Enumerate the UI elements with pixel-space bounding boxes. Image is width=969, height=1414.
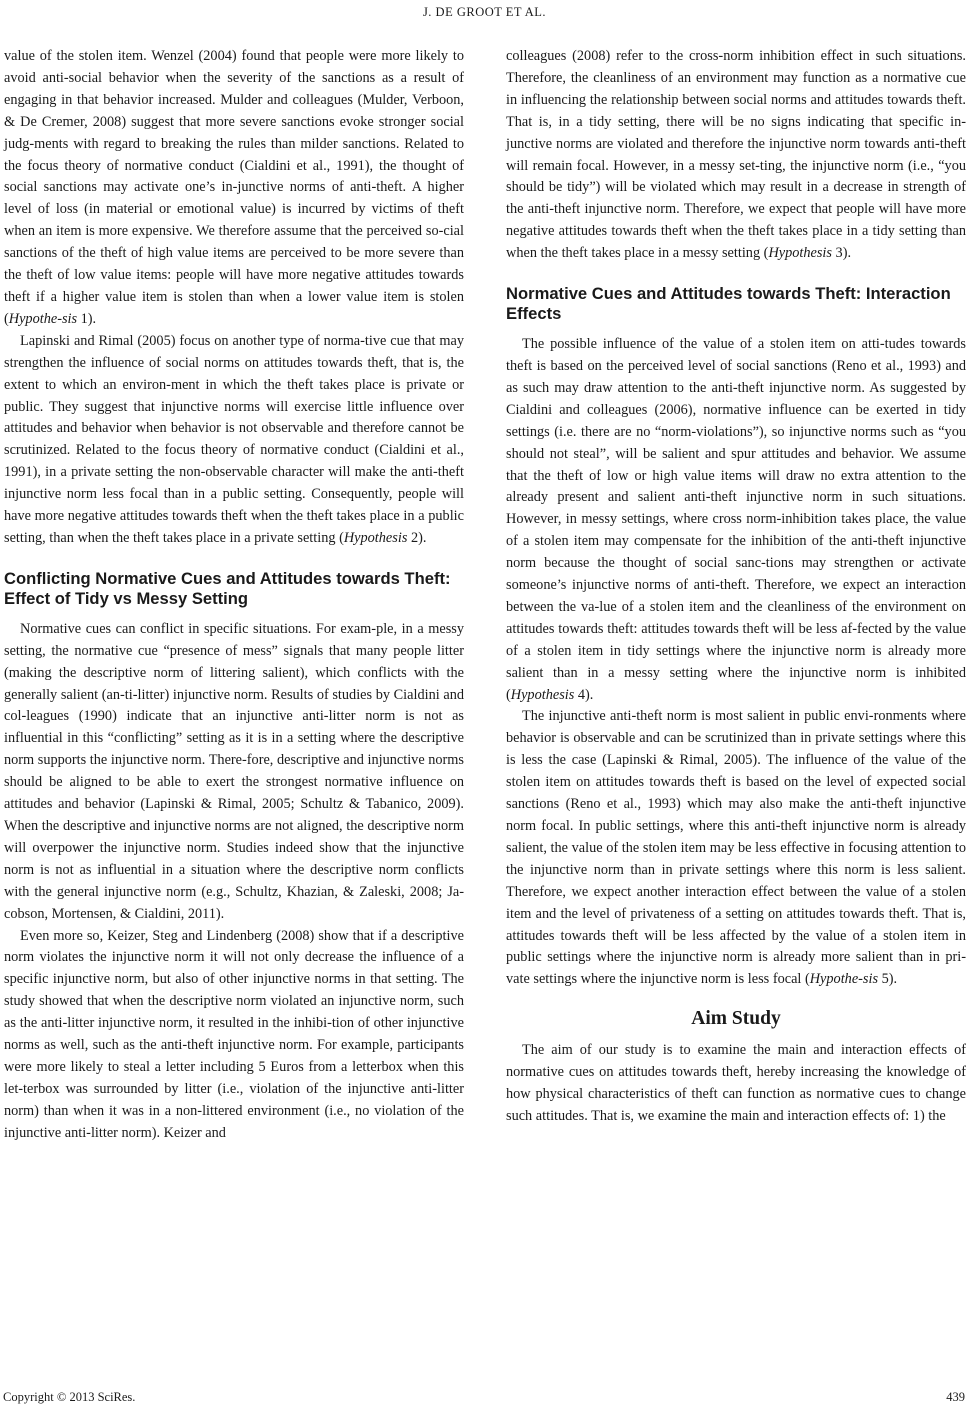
copyright-footer: Copyright © 2013 SciRes. [3, 1390, 136, 1404]
left-column [4, 46, 464, 1145]
section-heading: Conflicting Normative Cues and Attitudes towards Theft: Effect of Tidy vs Messy Setting [4, 568, 451, 608]
paragraph: value of the stolen item. Wenzel (2004) found that people were more likely to avoid anti-social behavior when the severity of the sanctions as a result of engaging in that behavior increased. Mulder and colleagues (Mulder, Verboon, & De Cremer, 2008) suggest that more severe sanctions evoke stronger social judg-ments with regard to breaking the rules than milder sanctions. Related to the focus theory of normative conduct (Cialdini et al., 1991), the thought of social sanctions may activate one’s in-junctive norms of anti-theft. A higher level of loss (in material or emotional value) is incurred by victims of theft when an item is more expensive. We therefore assume that the perceived so-cial sanctions of the theft of high value items are perceived to be more severe than the theft of low value items: people will have more negative attitudes towards theft if a higher value item is stolen than when a lower value item is stolen (Hypothe-sis 1). [4, 48, 464, 327]
paragraph: Lapinski and Rimal (2005) focus on another type of norma-tive cue that may strengthen the influence of social norms on attitudes towards theft, that is, the extent to which an environ-ment in which the theft takes place is private or public. They suggest that injunctive norms will exercise little influence over attitudes and behavior when behavior is not observable and therefore cannot be scrutinized. Related to the focus theory of normative conduct (Cialdini et al., 1991), in a private setting the non-observable character will make the anti-theft injunctive norm less focal than in a public setting. Consequently, people will have more negative attitudes towards theft when the theft takes place in a public setting, than when the theft takes place in a private setting (Hypothesis 2). [4, 332, 464, 546]
page-number: 439 [946, 1390, 965, 1404]
paragraph: The aim of our study is to examine the main and interaction effects of normative cues on attitudes towards theft, hereby increasing the knowledge of how physical characteristics of theft can function as normative cues to change such attitudes. That is, we examine the main and interaction effects of: 1) the [506, 1042, 966, 1124]
paragraph: The injunctive anti-theft norm is most salient in public envi-ronments where behavior is observable and can be scrutinized than in private settings where this is less the case (Lapinski & Rimal, 2005). The influence of the value of the stolen item on attitudes towards theft is based on the level of expected social sanctions (Reno et al., 1993) which may also make the anti-theft injunctive norm focal. In public settings, where this anti-theft injunctive norm is already salient, the value of the stolen item may be less effective in focusing attention to the injunctive norm than in private settings where this norm is less salient. Therefore, we expect another interaction effect between the value of a stolen item and the level of privateness of a setting on attitudes towards theft. That is, attitudes towards theft will be less affected by the value of a stolen item in public settings where the injunctive norm is already more salient than in pri-vate settings where the injunctive norm is less focal (Hypothe-sis 5). [506, 708, 966, 988]
paragraph: Normative cues can conflict in specific situations. For exam-ple, in a messy setting, the normative cue “presence of mess” signals that many people litter (making the descriptive norm of littering salient), which conflicts with the generally salient (an-ti-litter) injunctive norm. Results of studies by Cialdini and col-leagues (1990) indicate that an injunctive anti-litter norm is not as influential in this “conflicting” setting as it is in a setting where the descriptive norm supports the injunctive norm. There-fore, descriptive and injunctive norms should be aligned to be able to exert the strongest normative influence on attitudes and behavior (Lapinski & Rimal, 2005; Schultz & Tabanico, 2009). When the descriptive and injunctive norms are not aligned, the descriptive norm will overpower the injunctive norm. Studies indeed show that the injunctive norm is not as influential in a situation where the descriptive norm conflicts with the general injunctive norm (e.g., Schultz, Khazian, & Zaleski, 2008; Ja-cobson, Mortensen, & Cialdini, 2011). [4, 620, 464, 922]
running-head: J. DE GROOT ET AL. [422, 5, 547, 19]
paragraph: Even more so, Keizer, Steg and Lindenberg (2008) show that if a descriptive norm violates the injunctive norm it will not only decrease the influence of a specific injunctive norm, but also of other injunctive norms in that setting. The study showed that when the descriptive norm violated an injunctive norm, such as the anti-litter injunctive norm, it resulted in the inhibi-tion of other injunctive norms as well, such as the anti-theft injunctive norm. For example, participants were more likely to steal a letter including 5 Euros from a letterbox when this let-terbox was surrounded by litter (i.e., violation of the injunctive anti-litter norm) than when it was in a non-littered environment (i.e., no violation of the injunctive anti-litter norm). Keizer and [4, 927, 464, 1141]
paragraph: The possible influence of the value of a stolen item on atti-tudes towards theft is based on the perceived level of social sanctions (Reno et al., 1993) and as such may draw attention to the anti-theft injunctive norm. As suggested by Cialdini and colleagues (2006), normative influence can be exerted in tidy settings (i.e. there are no “norm-violations”), so injunctive norms such as “you should not steal”, will be salient and spur attitudes and behavior. We assume that the theft of low or high value items will draw no extra attention to the already present and salient anti-theft injunctive norm in such situations. However, in messy settings, where cross norm-inhibition takes place, the value of a stolen item may compensate for the inhibition of the anti-theft injunctive norm because the thought of social sanc-tions may strengthen or activate someone’s injunctive norms of anti-theft. Therefore, we expect an interaction between the va-lue of a stolen item and the cleanliness of the environment on attitudes towards theft: attitudes towards theft will be less af-fected by the value of a stolen item in tidy settings where the injunctive norm is already more salient than in a messy setting where the injunctive norm is inhibited (Hypothesis 4). [506, 336, 966, 703]
section-heading: Normative Cues and Attitudes towards Theft: Interaction Effects [506, 284, 951, 324]
section-heading: Aim Study [691, 1008, 781, 1030]
paragraph: colleagues (2008) refer to the cross-norm inhibition effect in such situations. Therefore, the cleanliness of an environment may function as a normative cue in influencing the relationship between social norms and attitudes towards theft. That is, in a tidy setting, there will be no signs indicating that specific in-junctive norms are violated and therefore the injunctive norm towards anti-theft will remain focal. However, in a messy set-ting, the injunctive norm (i.e., “you should be tidy”) will be violated which may result in a decrease in strength of the anti-theft injunctive norm. Therefore, we expect that people will have more negative attitudes towards theft when the theft takes place in a tidy setting than when the theft takes place in a messy setting (Hypothesis 3). [506, 48, 966, 262]
right-column [506, 46, 966, 1128]
